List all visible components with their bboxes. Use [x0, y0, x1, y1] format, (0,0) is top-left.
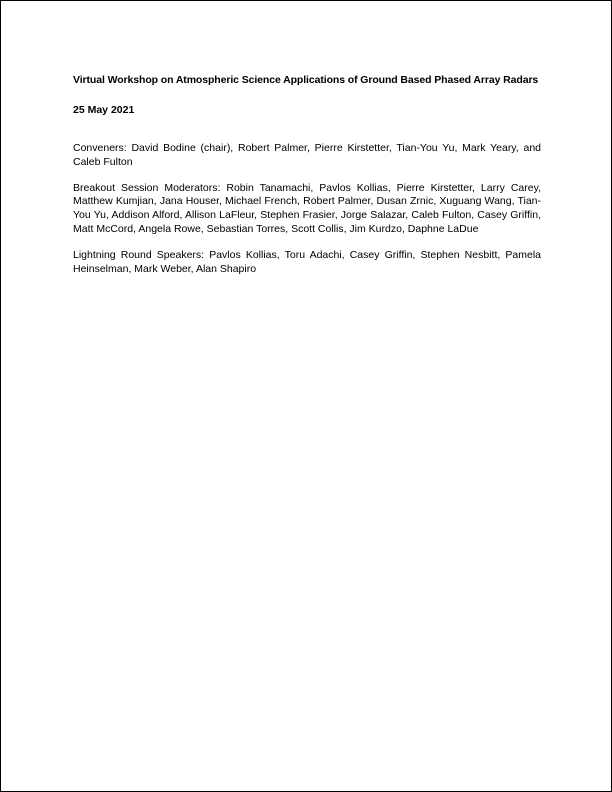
document-title: Virtual Workshop on Atmospheric Science Applications of Ground Based Phased Array Radars: [73, 74, 539, 86]
document-date: 25 May 2021: [73, 104, 135, 116]
conveners-paragraph: Conveners: David Bodine (chair), Robert Palmer, Pierre Kirstetter, Tian-You Yu, Mark Yeary, and Caleb Fulton: [73, 142, 541, 168]
moderators-paragraph: Breakout Session Moderators: Robin Tanamachi, Pavlos Kollias, Pierre Kirstetter, Larry Carey, Matthew Kumjian, Jana Houser, Michael French, Robert Palmer, Dusan Zrnic, Xuguang Wang, Tian-You Yu, Addison Alford, Allison LaFleur, Stephen Frasier, Jorge Salazar, Caleb Fulton, Casey Griffin, Matt McCord, Angela Rowe, Sebastian Torres, Scott Collis, Jim Kurdzo, Daphne LaDue: [73, 181, 541, 235]
document-body: [73, 73, 541, 276]
speakers-paragraph: Lightning Round Speakers: Pavlos Kollias, Toru Adachi, Casey Griffin, Stephen Nesbitt, Pamela Heinselman, Mark Weber, Alan Shapiro: [73, 248, 541, 275]
